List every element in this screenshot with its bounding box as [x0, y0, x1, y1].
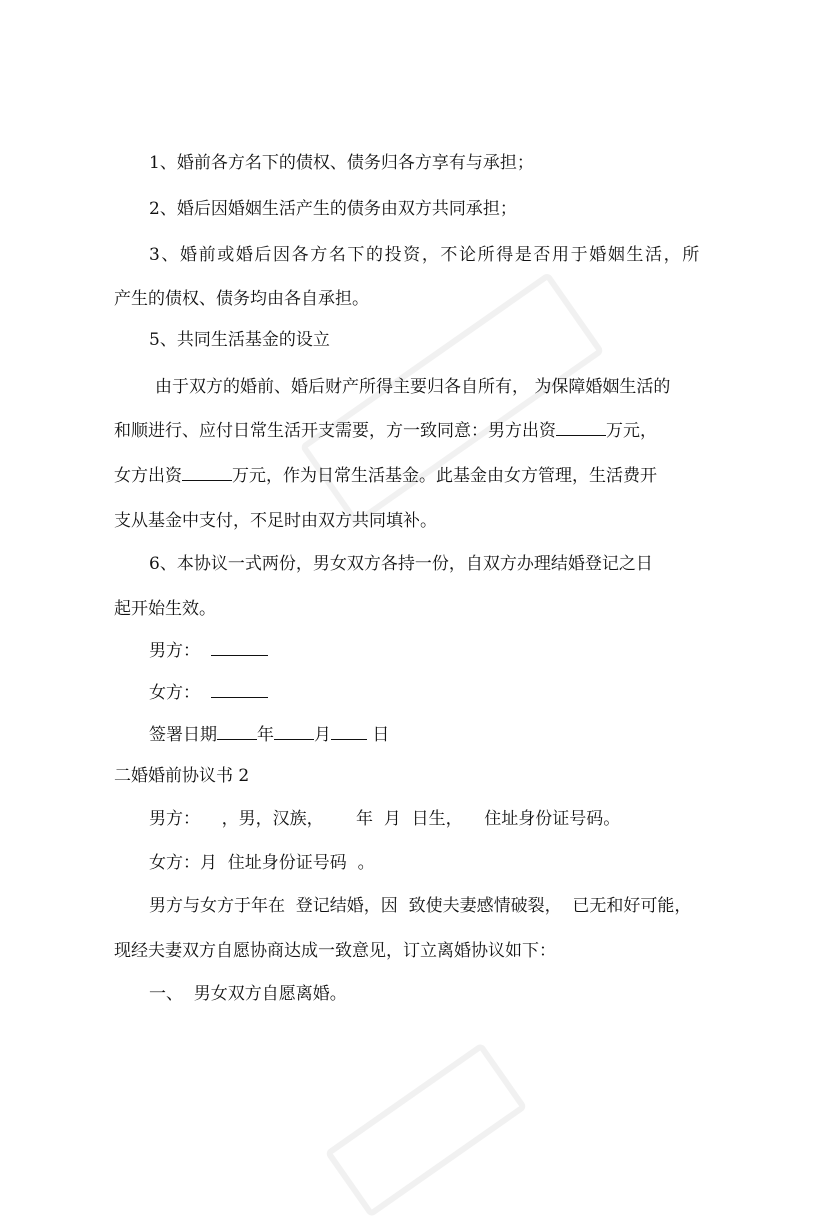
female-info: 女方：月 住址身份证号码 。 [149, 853, 375, 873]
date-label: 签署日期 [149, 725, 217, 745]
female-signature [149, 682, 268, 704]
day-blank[interactable] [331, 724, 367, 740]
clause-6-line-1: 6、本协议一式两份，男女双方各持一份，自双方办理结婚登记之日 [149, 554, 653, 574]
year-blank[interactable] [217, 724, 257, 740]
female-signature-blank[interactable] [211, 682, 268, 698]
male-signature-blank[interactable] [211, 640, 268, 656]
male-info: 男方： ，男，汉族， 年 月 日生， 住址身份证号码。 [149, 809, 621, 829]
month-label: 月 [314, 725, 331, 745]
fund-line-1: 由于双方的婚前、婚后财产所得主要归各自所有， 为保障婚姻生活的 [155, 377, 671, 397]
fund-heading: 5、共同生活基金的设立 [149, 330, 330, 350]
watermark [324, 1042, 527, 1218]
clause-6-line-2: 起开始生效。 [114, 599, 216, 619]
section-2-item-1: 一、 男女双方自愿离婚。 [149, 984, 347, 1004]
fund-line-2 [114, 420, 657, 442]
male-label: 男方： [149, 641, 200, 661]
clause-2: 2、婚后因婚姻生活产生的债务由双方共同承担； [149, 199, 517, 219]
fund-line-4: 支从基金中支付，不足时由双方共同填补。 [114, 511, 437, 531]
fund-line-3-prefix: 女方出资 [114, 466, 182, 486]
section-2-title: 二婚婚前协议书 2 [114, 766, 250, 786]
month-blank[interactable] [274, 724, 314, 740]
signing-date [149, 724, 389, 746]
clause-1: 1、婚前各方名下的债权、债务归各方享有与承担； [149, 153, 534, 173]
female-label: 女方： [149, 683, 200, 703]
fund-line-3 [114, 465, 657, 487]
clause-3-line-1: 3、婚前或婚后因各方名下的投资，不论所得是否用于婚姻生活，所 [149, 245, 701, 265]
female-amount-blank[interactable] [182, 465, 232, 481]
year-label: 年 [257, 725, 274, 745]
male-amount-blank[interactable] [556, 420, 606, 436]
fund-line-2-suffix: 万元， [606, 421, 657, 441]
fund-line-2-text: 和顺进行、应付日常生活开支需要，方一致同意：男方出资 [114, 421, 556, 441]
day-label: 日 [372, 725, 390, 745]
fund-line-3-text: 万元，作为日常生活基金。此基金由女方管理，生活费开 [232, 466, 657, 486]
section-2-para-line-2: 现经夫妻双方自愿协商达成一致意见，订立离婚协议如下： [114, 941, 556, 961]
clause-3-line-2: 产生的债权、债务均由各自承担。 [114, 289, 369, 309]
section-2-para-line-1: 男方与女方于年在 登记结婚，因 致使夫妻感情破裂， 已无和好可能， [149, 896, 692, 916]
male-signature [149, 640, 268, 662]
